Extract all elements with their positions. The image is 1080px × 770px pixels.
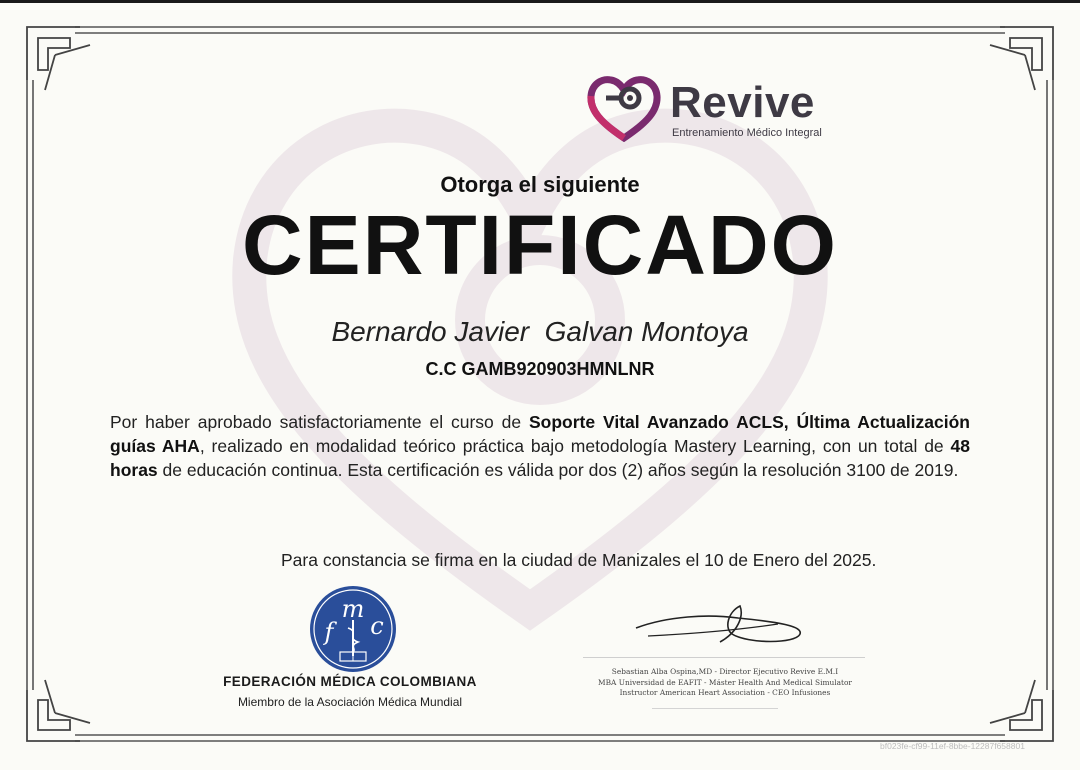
signature-icon (628, 598, 828, 653)
place-date: Para constancia se firma en la ciudad de Manizales el 10 de Enero del 2025. (281, 550, 877, 570)
certificate-body (110, 410, 970, 482)
signatory-line-1: Sebastian Alba Ospina,MD - Director Ejecutivo Revive E.M.I (611, 667, 839, 676)
signatory-line-2: MBA Universidad de EAFIT - Máster Health And Medical Simulator (598, 677, 852, 687)
brand-name: Revive (670, 78, 815, 127)
certificate-title: CERTIFICADO (242, 198, 838, 292)
revive-logo (586, 74, 846, 144)
fmc-seal-icon (308, 584, 398, 674)
signatory-line-3: Instructor American Heart Association - CEO Infusiones (619, 688, 831, 697)
heart-stethoscope-icon (586, 74, 662, 142)
course-hours: 48 horas (110, 436, 970, 480)
recipient-id: C.C GAMB920903HMNLNR (425, 359, 655, 379)
seal-letter-f: f (324, 618, 334, 646)
course-name: Soporte Vital Avanzado ACLS, Última Actualización guías AHA (110, 412, 970, 456)
recipient-name: Bernardo Javier Galvan Montoya (331, 316, 749, 347)
body-text-3: de educación continua. Esta certificación es válida por dos (2) años según la resolución 3100 de 2019. (157, 460, 959, 480)
federation-subtitle: Miembro de la Asociación Médica Mundial (237, 695, 463, 709)
signatory-block (560, 667, 890, 699)
brand-tagline: Entrenamiento Médico Integral (672, 127, 822, 139)
signature-line (583, 657, 865, 658)
seal-letter-m: m (341, 595, 365, 623)
signature-underline (652, 708, 778, 709)
intro-heading: Otorga el siguiente (440, 172, 640, 197)
body-text-2: , realizado en modalidad teórico práctica bajo metodología Mastery Learning, con un total de (199, 436, 951, 456)
body-text-1: Por haber aprobado satisfactoriamente el curso de (110, 412, 529, 432)
federation-name: FEDERACIÓN MÉDICA COLOMBIANA (223, 674, 477, 689)
seal-letter-c: c (370, 612, 384, 640)
document-id: bf023fe-cf99-11ef-8bbe-12287f658801 (880, 741, 1025, 751)
